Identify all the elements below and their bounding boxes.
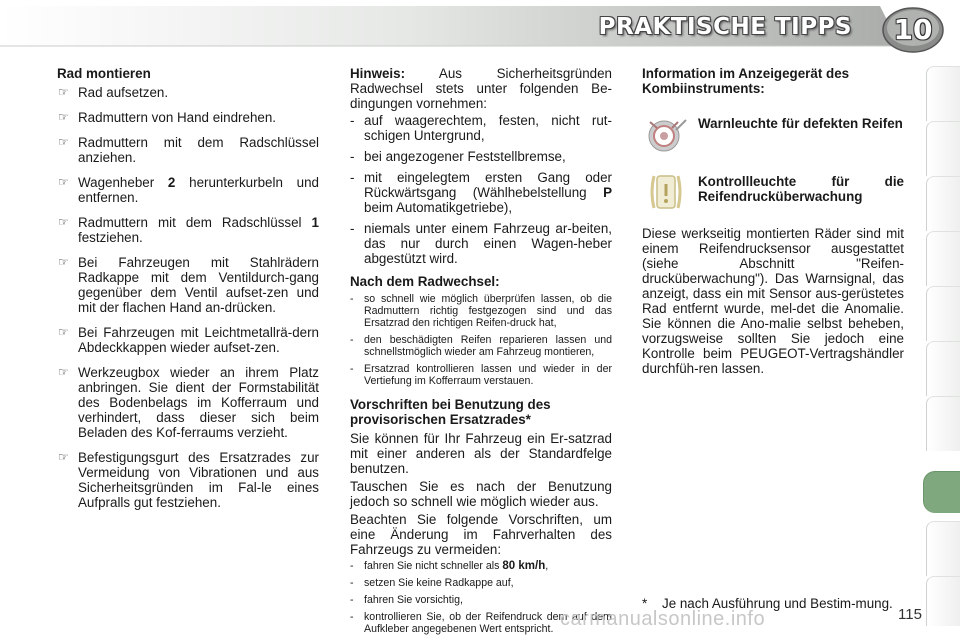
footnote: * Je nach Ausführung und Bestim-mung. — [642, 596, 893, 611]
chapter-number: 10 — [893, 13, 933, 46]
bullet-hand-icon: ☞ — [58, 365, 69, 379]
defective-tyre-warning-icon — [642, 112, 690, 156]
bullet-hand-icon: ☞ — [58, 215, 69, 229]
pressure-light-row — [642, 170, 904, 214]
hint-label: Hinweis: — [350, 66, 406, 81]
chapter-tab[interactable] — [926, 521, 960, 576]
list-item: - mit eingelegtem ersten Gang oder Rückwärtsgang (Wählhebelstellung P beim Automatikgetriebe), — [350, 170, 612, 215]
list-item: - Ersatzrad kontrollieren lassen und wieder in der Vertiefung im Kofferraum verstauen. — [350, 363, 612, 387]
paragraph: Diese werkseitig montierten Räder sind mit einem Reifendrucksensor ausgestattet (siehe Abschnitt "Reifen-drucküberwachung"). Das Warnsignal, das anzeigt, dass ein mit Sensor aus-gerüstetes Rad entfernt wurde, mel-det die Anomalie. Sie können die Ano-malie selbst beheben, vorzugsweise sollten Sie jedoch eine Kontrolle beim PEUGEOT-Vertragshändler durchfüh-ren lassen. — [642, 226, 904, 376]
chapter-tabs — [926, 66, 960, 626]
list-item: - den beschädigten Reifen reparieren lassen und schnellstmöglich wieder am Fahrzeug montieren, — [350, 334, 612, 358]
bullet-hand-icon: ☞ — [58, 255, 69, 269]
list-item: - niemals unter einem Fahrzeug ar-beiten, das nur durch einen Wagen-heber abgestützt wird. — [350, 221, 612, 266]
step-item: ☞ Bei Fahrzeugen mit Leichtmetallrä-dern Abdeckkappen wieder aufset-zen. — [58, 325, 319, 355]
column-notes — [350, 66, 612, 640]
list-item: - so schnell wie möglich überprüfen lassen, ob die Radmuttern richtig festgezogen sind und das Ersatzrad den richtigen Reifen-druck hat, — [350, 293, 612, 329]
step-item: ☞ Radmuttern von Hand eindrehen. — [58, 110, 277, 125]
paragraph: Beachten Sie folgende Vorschriften, um eine Änderung im Fahrverhalten des Fahrzeugs zu vermeiden: — [350, 512, 612, 557]
section-heading: Rad montieren — [57, 66, 151, 81]
tyre-pressure-monitor-icon — [642, 170, 690, 214]
warning-light-row — [642, 112, 904, 156]
list-item: - kontrollieren Sie, ob der Reifendruck dem auf dem Aufkleber angegebenen Wert entspricht. — [350, 611, 612, 635]
chapter-tab[interactable] — [926, 341, 960, 396]
step-item: ☞ Werkzeugbox wieder an ihrem Platz anbringen. Sie dient der Formstabilität des Bodenbelags im Kofferraum und verhindert, dass dieser sich beim Beladen des Kof-ferraums verzieht. — [58, 365, 319, 440]
list-item: - fahren Sie vorsichtig, — [350, 594, 463, 606]
pressure-light-label: Kontrollleuchte für die Reifendrucküberwachung — [698, 174, 904, 204]
chapter-title: PRAKTISCHE TIPPS — [598, 14, 852, 40]
section-heading: Vorschriften bei Benutzung des provisorischen Ersatzrades* — [350, 397, 551, 427]
hint-paragraph: Hinweis: Aus Sicherheitsgründen Radwechsel stets unter folgenden Be-dingungen vornehmen: — [350, 66, 612, 111]
bullet-hand-icon: ☞ — [58, 85, 69, 99]
watermark: carmanualsonline.info — [560, 608, 766, 630]
column-display-info — [642, 66, 904, 376]
step-item: ☞ Radmuttern mit dem Radschlüssel anziehen. — [58, 135, 319, 165]
step-item: ☞ Radmuttern mit dem Radschlüssel 1 festziehen. — [58, 215, 319, 245]
chapter-tab[interactable] — [926, 66, 960, 121]
step-item: ☞ Befestigungsgurt des Ersatzrades zur Vermeidung von Vibrationen und aus Sicherheitsgründen im Fal-le eines Aufpralls gut festziehen. — [58, 450, 319, 510]
list-item: - fahren Sie nicht schneller als 80 km/h, — [350, 560, 549, 572]
chapter-tab[interactable] — [926, 121, 960, 176]
chapter-tab[interactable] — [926, 231, 960, 286]
bullet-hand-icon: ☞ — [58, 135, 69, 149]
page-number: 115 — [898, 606, 922, 623]
step-item: ☞ Bei Fahrzeugen mit Stahlrädern Radkappe mit dem Ventildurch-gang gegenüber dem Ventil aufset-zen und mit der flachen Hand an-drücken. — [58, 255, 319, 315]
list-item: - setzen Sie keine Radkappe auf, — [350, 577, 514, 589]
list-item: - auf waagerechtem, festen, nicht rut-schigen Untergrund, — [350, 113, 612, 143]
chapter-tab[interactable] — [926, 176, 960, 231]
chapter-tab[interactable] — [926, 396, 960, 451]
list-item: - bei angezogener Feststellbremse, — [350, 149, 566, 164]
paragraph: Sie können für Ihr Fahrzeug ein Er-satzrad mit einer anderen als der Standardfelge benutzen. — [350, 431, 612, 476]
bullet-hand-icon: ☞ — [58, 450, 69, 464]
fit-wheel-steps — [57, 85, 319, 510]
condition-list — [350, 113, 612, 266]
paragraph: Tauschen Sie es nach der Benutzung jedoch so schnell wie möglich wieder aus. — [350, 479, 612, 509]
bullet-hand-icon: ☞ — [58, 325, 69, 339]
section-heading: Nach dem Radwechsel: — [350, 274, 500, 289]
chapter-tab[interactable] — [926, 286, 960, 341]
chapter-tab[interactable] — [926, 576, 960, 626]
after-change-list — [350, 293, 612, 387]
column-fit-wheel — [57, 66, 319, 520]
bullet-hand-icon: ☞ — [58, 175, 69, 189]
step-item: ☞ Wagenheber 2 herunterkurbeln und entfernen. — [58, 175, 319, 205]
chapter-tab-active[interactable] — [923, 471, 960, 513]
bullet-hand-icon: ☞ — [58, 110, 69, 124]
step-item: ☞ Rad aufsetzen. — [58, 85, 169, 100]
section-heading: Information im Anzeigegerät des Kombiinstruments: — [642, 66, 850, 96]
warning-light-label: Warnleuchte für defekten Reifen — [698, 116, 903, 131]
